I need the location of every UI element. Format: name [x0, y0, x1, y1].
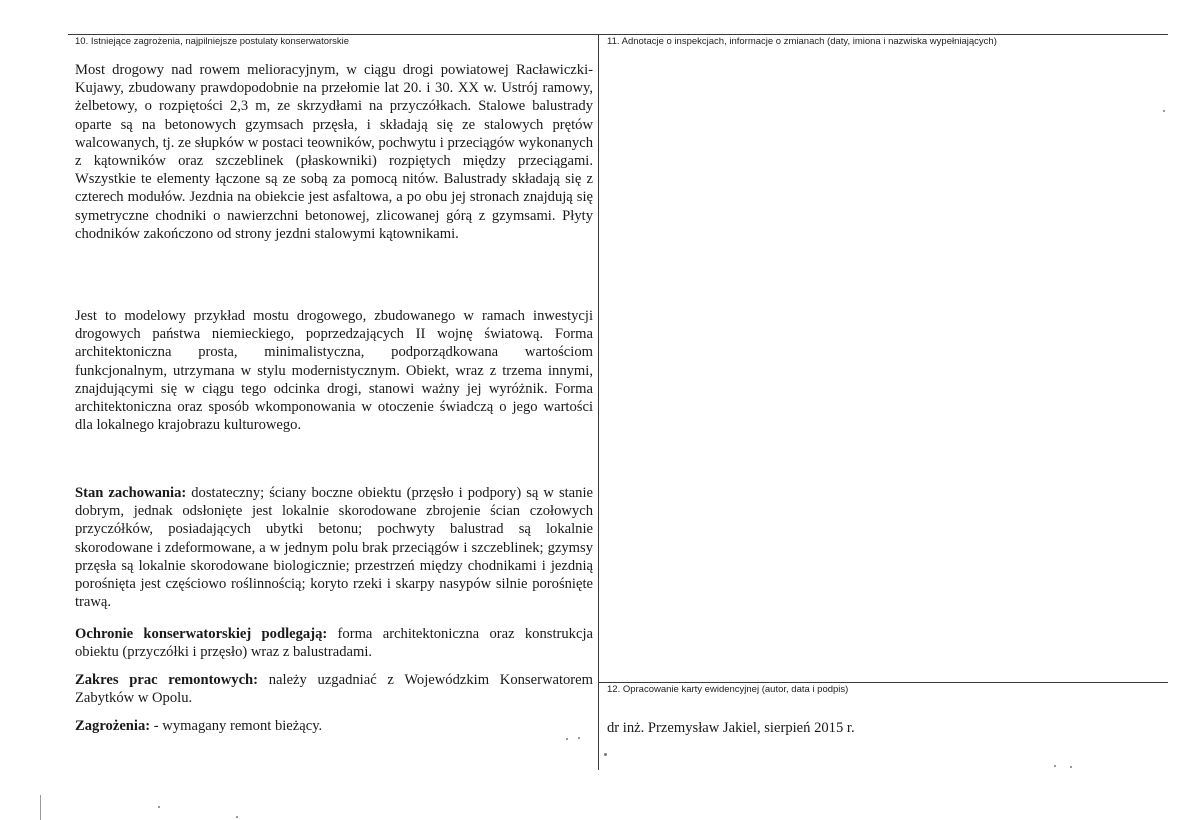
threats-paragraph	[75, 717, 593, 735]
threats-text: - wymagany remont bieżący.	[150, 718, 323, 734]
protection-label: Ochronie konserwatorskiej podlegają:	[75, 626, 328, 642]
scan-speck	[604, 753, 607, 756]
section-12-rule	[598, 682, 1168, 683]
scan-speck	[236, 816, 238, 818]
column-divider	[598, 34, 599, 770]
scan-speck	[1054, 765, 1056, 767]
description-text: Most drogowy nad rowem melioracyjnym, w ciągu drogi powiatowej Racławiczki-Kujawy, zbudowany prawdopodobnie na przełomie lat 20. i 30. XX w. Ustrój ramowy, żelbetowy, o rozpiętości 2,3 m, ze skrzydłami na przyczółkach. Stalowe balustrady oparte są na betonowych gzymsach przęsła, i składają się ze stalowych prętów walcowanych, tj. ze słupków w postaci teowników, pochwytu i przeciągów wykonanych z kątowników oraz szczeblinek (płaskowniki) rozpiętych między przeciągami. Wszystkie te elementy łączone są ze sobą za pomocą nitów. Balustrady składają się z czterech modułów. Jezdnia na obiekcie jest asfaltowa, a po obu jej stronach znajdują się symetryczne chodniki o nawierzchni betonowej, zlicowanej górą z gzymsami. Płyty chodników zakończono od strony jezdni stalowymi kątownikami.	[75, 62, 593, 242]
scan-speck	[578, 737, 580, 739]
condition-text: dostateczny; ściany boczne obiektu (przęsło i podpory) są w stanie dobrym, jednak odsłonięte jest lokalnie skorodowane zbrojenie ścian czołowych przyczółków, posiadających ubytki betonu; pochwyty balustrad są lokalnie skorodowane i zdeformowane, a w jednym polu brak przeciągów i szczeblinek; gzymsy przęsła są lokalnie skorodowane biologicznie; przestrzeń między chodnikami i jezdnią porośnięta jest częściowo roślinnością; koryto rzeki i skarpy nasypów silnie porośnięte trawą.	[75, 485, 593, 611]
scan-speck	[158, 806, 160, 808]
repair-paragraph	[75, 671, 593, 707]
assessment-paragraph	[75, 307, 593, 434]
section-11-header: 11. Adnotacje o inspekcjach, informacje o zmianach (daty, imiona i nazwiska wypełniających)	[607, 36, 997, 47]
condition-paragraph	[75, 484, 593, 611]
scan-speck	[1163, 110, 1165, 112]
description-paragraph	[75, 61, 593, 243]
assessment-text: Jest to modelowy przykład mostu drogowego, zbudowanego w ramach inwestycji drogowych państwa niemieckiego, poprzedzających II wojnę światową. Forma architektoniczna prosta, minimalistyczna, podporządkowana wartościom funkcjonalnym, utrzymana w stylu modernistycznym. Obiekt, wraz z trzema innymi, znajdującymi się w ciągu tego odcinka drogi, stanowi ważny jej wyróżnik. Forma architektoniczna oraz sposób wkomponowania w otoczenie świadczą o jego wartości dla lokalnego krajobrazu kulturowego.	[75, 308, 593, 434]
condition-label: Stan zachowania:	[75, 485, 187, 501]
top-rule	[68, 34, 1168, 35]
left-margin-mark	[40, 795, 41, 820]
scan-speck	[566, 738, 568, 740]
repair-label: Zakres prac remontowych:	[75, 672, 259, 688]
section-12-header: 12. Opracowanie karty ewidencyjnej (autor, data i podpis)	[607, 684, 849, 695]
repair-text: należy uzgadniać z Wojewódzkim Konserwatorem Zabytków w Opolu.	[75, 672, 593, 707]
author-signature: dr inż. Przemysław Jakiel, sierpień 2015 r.	[607, 720, 855, 736]
section-10-header: 10. Istniejące zagrożenia, najpilniejsze postulaty konserwatorskie	[75, 36, 350, 47]
scan-speck	[1070, 766, 1072, 768]
protection-paragraph	[75, 625, 593, 661]
protection-text: forma architektoniczna oraz konstrukcja obiektu (przyczółki i przęsło) wraz z balustradami.	[75, 626, 593, 661]
threats-label: Zagrożenia:	[75, 718, 151, 734]
